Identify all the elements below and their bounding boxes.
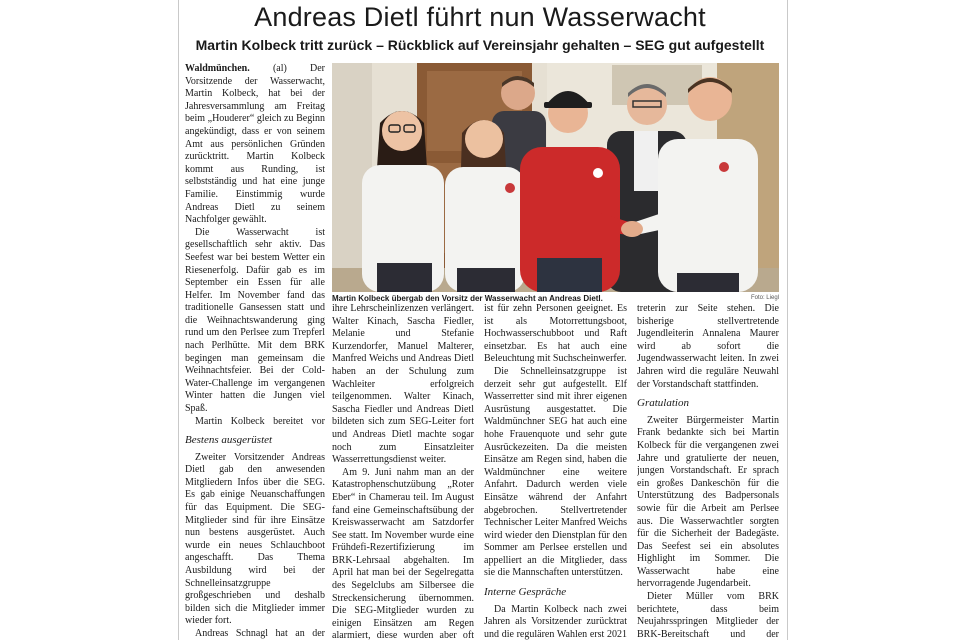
paragraph: ihre Lehrscheinlizenzen verlängert. Walter Kinach, Sascha Fiedler, Melanie und Stefanie Kurzendorfer, Manuel Malterer, Manfred Weichs und Andreas Dietl haben an der Schulung zum Wachleiter erfolgreich teilgenommen. Walter Kinach, Sascha Fiedler und Andreas Dietl bildeten sich zum SEG-Leiter fort und Andreas Dietl machte sogar noch zum Einsatzleiter Wasserrettungsdienst weiter. — [332, 303, 474, 466]
paragraph — [185, 63, 325, 227]
paragraph: Martin Kolbeck bereitet vor — [195, 415, 325, 427]
paragraph: treterin zur Seite stehen. Die bisherige stellvertretende Jugendleiterin Annalena Maurer wird ab sofort die Jugendwasserwacht leiten. In zwei Jahren wird die reguläre Neuwahl der Vorstandschaft stattfinden. — [637, 303, 779, 390]
article-photo — [332, 63, 779, 292]
paragraph: Zweiter Bürgermeister Martin Frank bedankte sich bei Martin Kolbeck für die vergangenen zwei Jahre und gratulierte der neuen, jungen Vorstandschaft. Er sprach ein großes Dankeschön für die Unterstützung des Badpersonals sowie für die Arbeit am Perlsee aus. Die Wasserwachtler sorgten für die Sicherheit der Badegäste. Das Seefest sei ein absolutes Highlight im Sommer. Die Wasserwacht habe eine hervorragende Jugendarbeit. — [637, 414, 779, 590]
dateline: Waldmünchen. — [185, 63, 250, 74]
article-column-3 — [484, 303, 627, 640]
page-fold-left — [178, 0, 179, 640]
paragraph: Die Wasserwacht ist gesellschaftlich sehr aktiv. Das Seefest war bei bestem Wetter ein Riesenerfolg. Dafür gab es im September ein Essen für alle Helfer. Im November fand das traditionelle Gansessen statt und die Weihnachtswanderung ging rund um den Perlsee zum Trepferl nach Perlhütte. Mit dem BRK begingen man gemeinsam die Weihnachtsfeier. Bei der Cold-Water-Challenge im vergangenen Winter hatten die Jungen viel Spaß. — [185, 226, 325, 415]
photo-caption-bar — [332, 294, 779, 303]
photo-credit: Foto: Liegl — [750, 295, 779, 301]
paragraph: Andreas Schnagl hat an der — [195, 627, 325, 639]
paragraph: Zweiter Vorsitzender Andreas Dietl gab den anwesenden Mitgliedern Infos über die SEG. Es gab einige Neuanschaffungen für das Equipment. Die SEG-Mitglieder sind für ihre Einsätze nun bestens ausgerüstet. Auch wurde ein neues Schlauchboot angeschafft. Das Thema Ausbildung wird bei der Schnelleinsatzgruppe großgeschrieben und deshalb bilden sich die Mitglieder immer wieder fort. — [185, 451, 325, 627]
group-photo-illustration — [332, 63, 779, 292]
paragraph: Dieter Müller vom BRK berichtete, dass beim Neujahrsspringen Mitglieder der BRK-Bereitschaft und der — [637, 591, 779, 640]
photo-caption: Martin Kolbeck übergab den Vorsitz der Wasserwacht an Andreas Dietl. — [332, 294, 603, 303]
article-column-1 — [185, 63, 325, 428]
article-column-2 — [332, 303, 474, 640]
paragraph: Die Schnelleinsatzgruppe ist derzeit sehr gut aufgestellt. Elf Wasserretter sind mit ihrer eigenen Ausrüstung ausgestattet. Die Waldmünchner SEG hat auch eine hohe Frauenquote und sehr gute Ausrückezeiten. Da die meisten Einsätze am Regen sind, haben die Waldmünchner eine weitere Anfahrt. Dadurch werden viele Einsätze während der Anfahrt abgebrochen. Stellvertretender Technischer Leiter Manfred Weichs wird wieder den Dienstplan für den Sommer am Perlsee erstellen und appelliert an die Mitglieder, dass sie die Mannschaften unterstützen. — [484, 365, 627, 579]
subhead-interne-gespraeche: Interne Gespräche — [484, 586, 567, 599]
subhead-gratulation: Gratulation — [637, 397, 689, 410]
paragraph-text: (al) Der Vorsitzende der Wasserwacht, Martin Kolbeck, hat bei der Jahresversammlung am Freitag beim „Houderer“ gleich zu Beginn angekündigt, dass er von seinem Amt aus persönlichen Gründen zurücktritt. Martin Kolbeck kommt aus Runding, ist selbstständig und hat eine junge Familie. Einstimmig wurde Andreas Dietl zu seinem Nachfolger gewählt. — [185, 63, 325, 226]
subhead-bestens-ausgeruestet: Bestens ausgerüstet — [185, 434, 273, 446]
subheadline: Martin Kolbeck tritt zurück – Rückblick auf Vereinsjahr gehalten – SEG gut aufgestellt — [195, 37, 765, 53]
page-fold-right — [787, 0, 788, 640]
article-column-4 — [637, 303, 779, 640]
paragraph: Am 9. Juni nahm man an der Katastrophenschutzübung „Roter Eber“ in Chamerau teil. Im August fand eine Gemeinschaftsübung der Kreiswasserwacht am Satzdorfer See statt. Im November wurde eine Frühdefi-Rezertifizierung im BRK-Lehrsaal abgehalten. Im April hat man bei der Segelregatta des Segelclubs am Silbersee die Streckensicherung übernommen. Die SEG-Mitglieder wurden zu einigen Einsätzen am Regen alarmiert, diese wurden aber oft — [332, 466, 474, 640]
paragraph: ist für zehn Personen geeignet. Es ist als Motorrettungsboot, Hochwasserschubboot und Raft einsetzbar. Es hat auch eine Beleuchtung mit Suchscheinwerfer. — [484, 303, 627, 365]
article-column-1-continued — [185, 428, 325, 640]
headline: Andreas Dietl führt nun Wasserwacht — [254, 2, 706, 32]
paragraph: Da Martin Kolbeck nach zwei Jahren als Vorsitzender zurücktrat und die regulären Wahlen erst 2021 — [484, 603, 627, 640]
